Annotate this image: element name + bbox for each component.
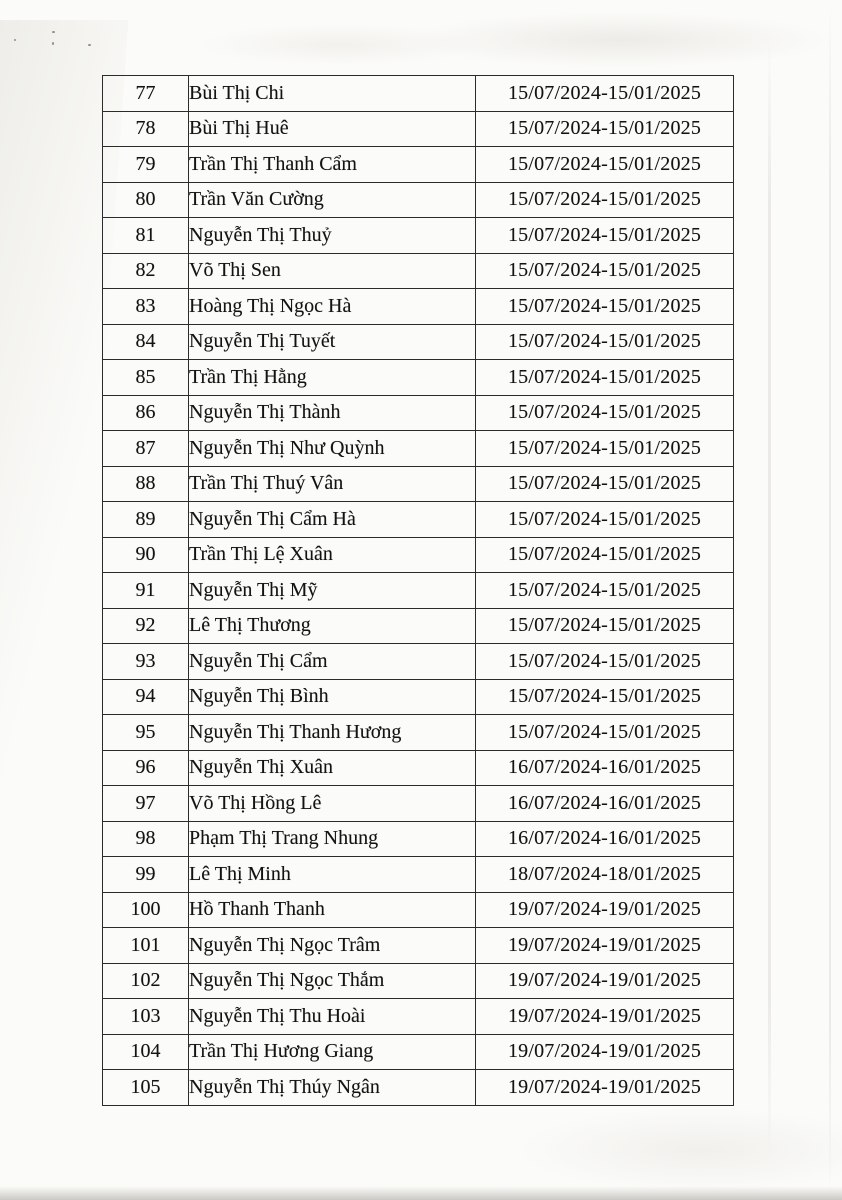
person-name-cell: Nguyễn Thị Ngọc Thắm xyxy=(189,963,476,999)
table-row xyxy=(103,963,734,999)
date-range-cell: 15/07/2024-15/01/2025 xyxy=(476,218,734,254)
row-number-cell: 102 xyxy=(103,963,189,999)
person-name-cell: Nguyễn Thị Mỹ xyxy=(189,573,476,609)
table-row xyxy=(103,821,734,857)
person-name-cell: Trần Thị Thanh Cẩm xyxy=(189,147,476,183)
person-name-cell: Nguyễn Thị Thành xyxy=(189,395,476,431)
date-range-cell: 19/07/2024-19/01/2025 xyxy=(476,999,734,1035)
person-name-cell: Bùi Thị Chi xyxy=(189,76,476,112)
person-name-cell: Lê Thị Thương xyxy=(189,608,476,644)
person-name-cell: Nguyễn Thị Ngọc Trâm xyxy=(189,928,476,964)
table-row xyxy=(103,999,734,1035)
person-name-cell: Nguyễn Thị Thuỷ xyxy=(189,218,476,254)
table-row xyxy=(103,537,734,573)
person-name-cell: Trần Thị Lệ Xuân xyxy=(189,537,476,573)
table-row xyxy=(103,111,734,147)
date-range-cell: 15/07/2024-15/01/2025 xyxy=(476,147,734,183)
table-row xyxy=(103,715,734,751)
row-number-cell: 89 xyxy=(103,502,189,538)
date-range-cell: 15/07/2024-15/01/2025 xyxy=(476,111,734,147)
row-number-cell: 97 xyxy=(103,786,189,822)
person-name-cell: Nguyễn Thị Thu Hoài xyxy=(189,999,476,1035)
table-row xyxy=(103,1034,734,1070)
scan-speck xyxy=(88,44,91,46)
person-name-cell: Nguyễn Thị Thanh Hương xyxy=(189,715,476,751)
date-range-cell: 15/07/2024-15/01/2025 xyxy=(476,466,734,502)
person-name-cell: Bùi Thị Huê xyxy=(189,111,476,147)
table-row xyxy=(103,289,734,325)
person-name-cell: Lê Thị Minh xyxy=(189,857,476,893)
row-number-cell: 103 xyxy=(103,999,189,1035)
row-number-cell: 87 xyxy=(103,431,189,467)
table-row xyxy=(103,679,734,715)
row-number-cell: 95 xyxy=(103,715,189,751)
row-number-cell: 79 xyxy=(103,147,189,183)
person-name-cell: Trần Thị Thuý Vân xyxy=(189,466,476,502)
table-row xyxy=(103,360,734,396)
row-number-cell: 82 xyxy=(103,253,189,289)
person-name-cell: Trần Văn Cường xyxy=(189,182,476,218)
scan-bottom-edge xyxy=(0,1186,842,1200)
date-range-cell: 16/07/2024-16/01/2025 xyxy=(476,750,734,786)
person-name-cell: Phạm Thị Trang Nhung xyxy=(189,821,476,857)
person-name-cell: Trần Thị Hằng xyxy=(189,360,476,396)
table-row xyxy=(103,857,734,893)
date-range-cell: 15/07/2024-15/01/2025 xyxy=(476,253,734,289)
person-name-cell: Nguyễn Thị Cẩm xyxy=(189,644,476,680)
row-number-cell: 94 xyxy=(103,679,189,715)
date-range-cell: 15/07/2024-15/01/2025 xyxy=(476,431,734,467)
date-range-cell: 15/07/2024-15/01/2025 xyxy=(476,502,734,538)
person-name-cell: Nguyễn Thị Như Quỳnh xyxy=(189,431,476,467)
date-range-cell: 19/07/2024-19/01/2025 xyxy=(476,1034,734,1070)
date-range-cell: 19/07/2024-19/01/2025 xyxy=(476,928,734,964)
date-range-cell: 19/07/2024-19/01/2025 xyxy=(476,892,734,928)
row-number-cell: 84 xyxy=(103,324,189,360)
date-range-cell: 15/07/2024-15/01/2025 xyxy=(476,679,734,715)
scan-streak xyxy=(829,0,831,1200)
person-name-cell: Nguyễn Thị Tuyết xyxy=(189,324,476,360)
person-name-cell: Nguyễn Thị Thúy Ngân xyxy=(189,1070,476,1106)
person-name-cell: Hồ Thanh Thanh xyxy=(189,892,476,928)
roster-table xyxy=(102,75,734,1106)
table-row xyxy=(103,608,734,644)
date-range-cell: 15/07/2024-15/01/2025 xyxy=(476,537,734,573)
row-number-cell: 77 xyxy=(103,76,189,112)
table-row xyxy=(103,573,734,609)
date-range-cell: 15/07/2024-15/01/2025 xyxy=(476,360,734,396)
row-number-cell: 98 xyxy=(103,821,189,857)
scan-speck xyxy=(14,39,16,41)
row-number-cell: 88 xyxy=(103,466,189,502)
table-row xyxy=(103,928,734,964)
table-row xyxy=(103,892,734,928)
table-row xyxy=(103,218,734,254)
row-number-cell: 104 xyxy=(103,1034,189,1070)
row-number-cell: 80 xyxy=(103,182,189,218)
scan-speck xyxy=(52,42,54,45)
date-range-cell: 16/07/2024-16/01/2025 xyxy=(476,821,734,857)
roster-body xyxy=(103,76,734,1106)
person-name-cell: Võ Thị Hồng Lê xyxy=(189,786,476,822)
date-range-cell: 15/07/2024-15/01/2025 xyxy=(476,608,734,644)
table-row xyxy=(103,76,734,112)
date-range-cell: 19/07/2024-19/01/2025 xyxy=(476,963,734,999)
row-number-cell: 99 xyxy=(103,857,189,893)
row-number-cell: 92 xyxy=(103,608,189,644)
row-number-cell: 100 xyxy=(103,892,189,928)
table-row xyxy=(103,786,734,822)
table-row xyxy=(103,182,734,218)
scan-speck xyxy=(52,31,55,33)
table-row xyxy=(103,324,734,360)
date-range-cell: 15/07/2024-15/01/2025 xyxy=(476,644,734,680)
table-row xyxy=(103,466,734,502)
date-range-cell: 16/07/2024-16/01/2025 xyxy=(476,786,734,822)
scan-streak xyxy=(768,40,771,1160)
table-row xyxy=(103,253,734,289)
person-name-cell: Võ Thị Sen xyxy=(189,253,476,289)
table-row xyxy=(103,395,734,431)
row-number-cell: 96 xyxy=(103,750,189,786)
table-row xyxy=(103,750,734,786)
row-number-cell: 91 xyxy=(103,573,189,609)
person-name-cell: Nguyễn Thị Xuân xyxy=(189,750,476,786)
date-range-cell: 15/07/2024-15/01/2025 xyxy=(476,573,734,609)
person-name-cell: Hoàng Thị Ngọc Hà xyxy=(189,289,476,325)
date-range-cell: 15/07/2024-15/01/2025 xyxy=(476,182,734,218)
person-name-cell: Nguyễn Thị Bình xyxy=(189,679,476,715)
row-number-cell: 101 xyxy=(103,928,189,964)
row-number-cell: 86 xyxy=(103,395,189,431)
row-number-cell: 81 xyxy=(103,218,189,254)
person-name-cell: Nguyễn Thị Cẩm Hà xyxy=(189,502,476,538)
row-number-cell: 85 xyxy=(103,360,189,396)
table-row xyxy=(103,147,734,183)
row-number-cell: 90 xyxy=(103,537,189,573)
date-range-cell: 15/07/2024-15/01/2025 xyxy=(476,324,734,360)
table-row xyxy=(103,502,734,538)
row-number-cell: 78 xyxy=(103,111,189,147)
table-row xyxy=(103,1070,734,1106)
date-range-cell: 15/07/2024-15/01/2025 xyxy=(476,289,734,325)
table-row xyxy=(103,644,734,680)
date-range-cell: 15/07/2024-15/01/2025 xyxy=(476,395,734,431)
row-number-cell: 83 xyxy=(103,289,189,325)
row-number-cell: 93 xyxy=(103,644,189,680)
date-range-cell: 19/07/2024-19/01/2025 xyxy=(476,1070,734,1106)
row-number-cell: 105 xyxy=(103,1070,189,1106)
date-range-cell: 15/07/2024-15/01/2025 xyxy=(476,715,734,751)
table-row xyxy=(103,431,734,467)
date-range-cell: 15/07/2024-15/01/2025 xyxy=(476,76,734,112)
date-range-cell: 18/07/2024-18/01/2025 xyxy=(476,857,734,893)
person-name-cell: Trần Thị Hương Giang xyxy=(189,1034,476,1070)
